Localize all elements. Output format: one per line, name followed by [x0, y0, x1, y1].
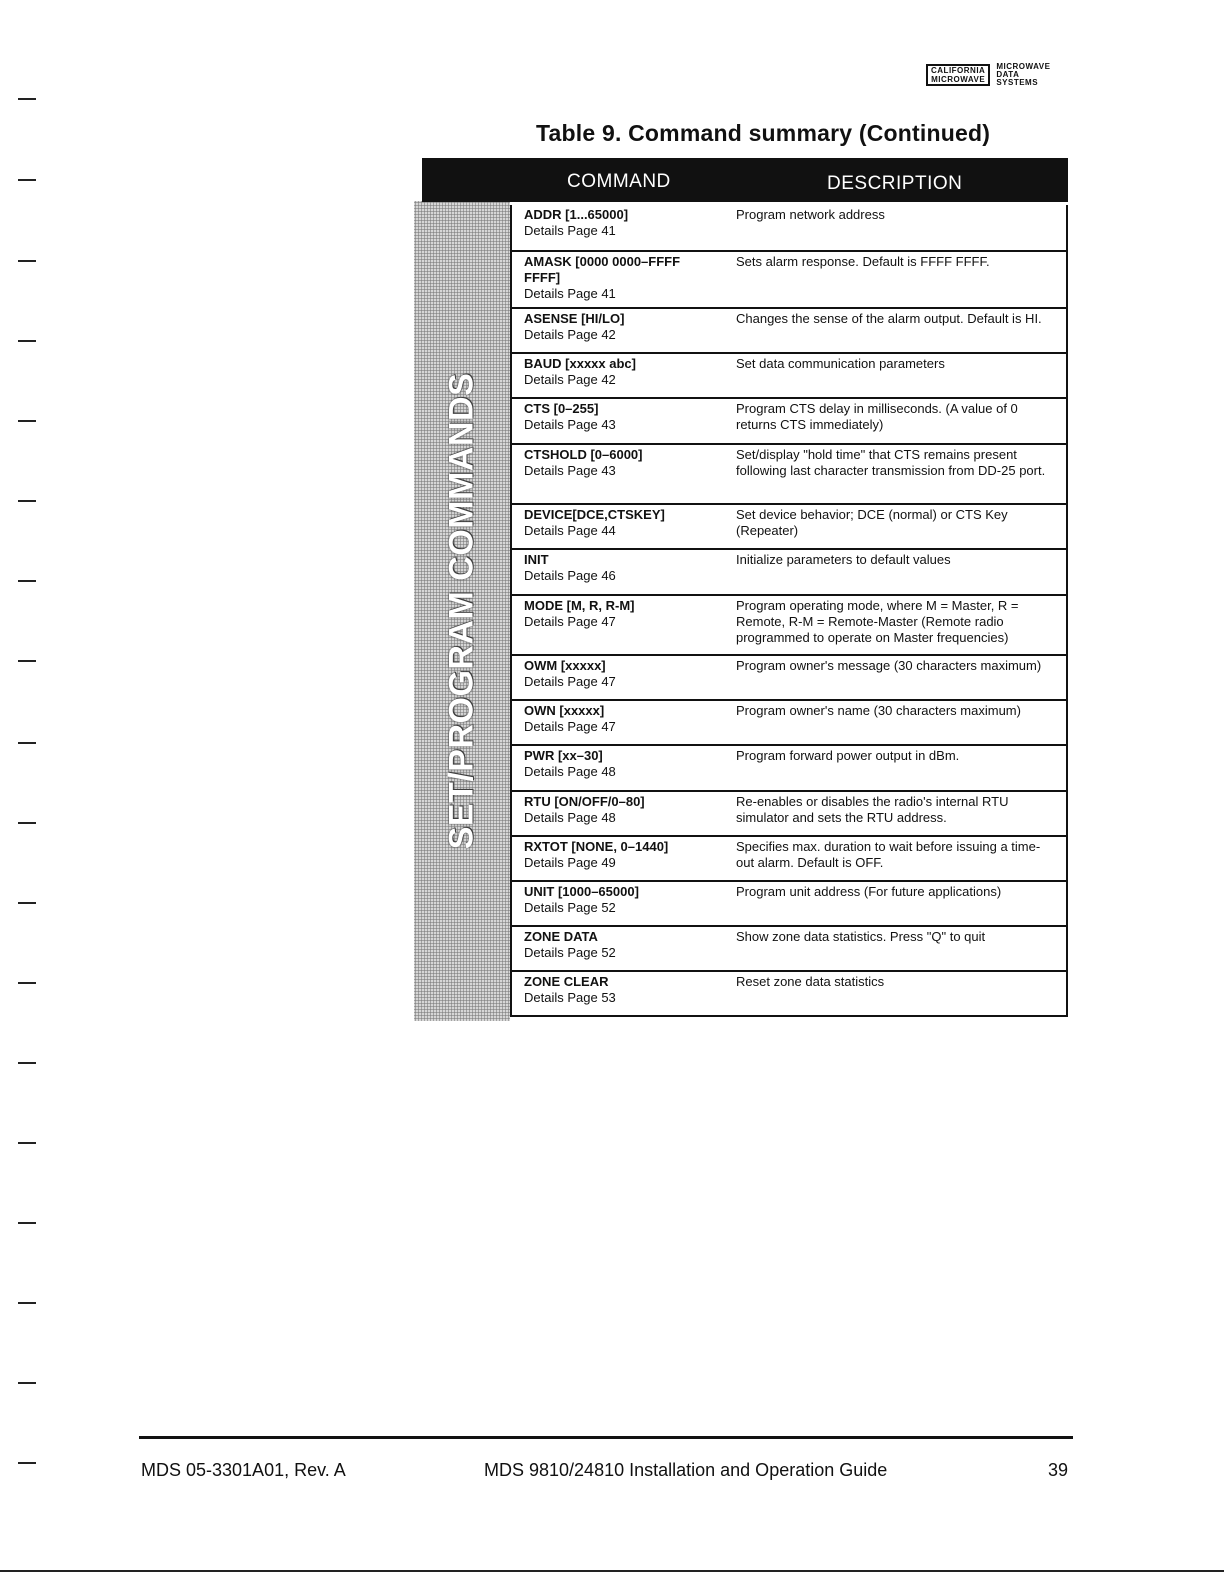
table-row	[512, 250, 1066, 307]
command-table	[510, 205, 1068, 1017]
table-row	[512, 503, 1066, 548]
description-cell: Show zone data statistics. Press "Q" to quit	[736, 929, 986, 944]
command-details-ref: Details Page 41	[524, 223, 616, 238]
margin-tick	[18, 982, 36, 984]
logo-text-line: DATA	[996, 70, 1020, 79]
command-name: PWR [xx–30]	[524, 748, 603, 763]
margin-tick	[18, 660, 36, 662]
command-name: ASENSE [HI/LO]	[524, 311, 625, 326]
table-row	[512, 397, 1066, 443]
logo-box	[926, 64, 990, 86]
margin-tick	[18, 500, 36, 502]
table-row	[512, 925, 1066, 970]
table-row	[512, 205, 1066, 250]
command-cell	[512, 252, 720, 307]
command-details-ref: Details Page 43	[524, 463, 616, 478]
description-cell: Program forward power output in dBm.	[736, 748, 960, 763]
command-details-ref: Details Page 42	[524, 327, 616, 342]
margin-tick	[18, 1062, 36, 1064]
command-cell	[512, 550, 720, 594]
description-cell: Program network address	[736, 207, 885, 222]
command-details-ref: Details Page 52	[524, 900, 616, 915]
description-cell: Program owner's message (30 characters maximum)	[736, 658, 1042, 673]
command-details-ref: Details Page 41	[524, 286, 616, 301]
table-row	[512, 443, 1066, 503]
command-cell	[512, 927, 720, 970]
command-name: MODE [M, R, R-M]	[524, 598, 635, 613]
margin-tick-marks	[0, 0, 60, 1584]
margin-tick	[18, 98, 36, 100]
command-details-ref: Details Page 49	[524, 855, 616, 870]
command-name: UNIT [1000–65000]	[524, 884, 639, 899]
command-name: BAUD [xxxxx abc]	[524, 356, 636, 371]
command-name: OWN [xxxxx]	[524, 703, 605, 718]
command-details-ref: Details Page 42	[524, 372, 616, 387]
command-cell	[512, 399, 720, 443]
table-row	[512, 880, 1066, 925]
table-row	[512, 654, 1066, 699]
margin-tick	[18, 420, 36, 422]
command-name: ZONE DATA	[524, 929, 598, 944]
command-name: ZONE CLEAR	[524, 974, 609, 989]
command-details-ref: Details Page 48	[524, 764, 616, 779]
page-number: 39	[1048, 1460, 1069, 1480]
logo-box-line: CALIFORNIA	[931, 66, 986, 75]
table-title: Table 9. Command summary (Continued)	[536, 120, 991, 146]
description-cell: Program unit address (For future applications)	[736, 884, 1002, 899]
margin-tick	[18, 260, 36, 262]
description-cell: Program owner's name (30 characters maximum)	[736, 703, 1021, 718]
description-cell: Set data communication parameters	[736, 356, 945, 371]
command-cell	[512, 354, 720, 397]
command-name: RTU [ON/OFF/0–80]	[524, 794, 645, 809]
column-header-command: COMMAND	[567, 171, 671, 192]
table-row	[512, 790, 1066, 835]
command-cell	[512, 205, 720, 250]
command-details-ref: Details Page 52	[524, 945, 616, 960]
command-name: INIT	[524, 552, 549, 567]
table-row	[512, 307, 1066, 352]
margin-tick	[18, 1222, 36, 1224]
table-row	[512, 699, 1066, 744]
description-cell: Sets alarm response. Default is FFFF FFFF.	[736, 254, 990, 269]
command-cell	[512, 837, 720, 880]
footer-doc-title: MDS 9810/24810 Installation and Operation Guide	[484, 1460, 888, 1480]
command-name: RXTOT [NONE, 0–1440]	[524, 839, 669, 854]
description-cell: Changes the sense of the alarm output. Default is HI.	[736, 311, 1042, 326]
table-row	[512, 744, 1066, 790]
logo-wordmark	[996, 63, 1050, 87]
description-cell: Initialize parameters to default values	[736, 552, 951, 567]
description-cell: Set/display "hold time" that CTS remains present following last character transmission from DD-25 port.	[736, 447, 1046, 478]
table-row	[512, 548, 1066, 594]
command-name: CTS [0–255]	[524, 401, 599, 416]
command-cell	[512, 746, 720, 790]
margin-tick	[18, 340, 36, 342]
command-details-ref: Details Page 48	[524, 810, 616, 825]
table-row	[512, 594, 1066, 654]
table-row	[512, 970, 1066, 1015]
command-details-ref: Details Page 46	[524, 568, 616, 583]
margin-tick	[18, 580, 36, 582]
column-header-description: DESCRIPTION	[827, 173, 963, 194]
margin-tick	[18, 1142, 36, 1144]
footer-doc-number: MDS 05-3301A01, Rev. A	[141, 1460, 346, 1480]
command-cell	[512, 882, 720, 925]
table-row	[512, 352, 1066, 397]
command-details-ref: Details Page 47	[524, 719, 616, 734]
command-name: DEVICE[DCE,CTSKEY]	[524, 507, 665, 522]
margin-tick	[18, 179, 36, 181]
description-cell: Program CTS delay in milliseconds. (A value of 0 returns CTS immediately)	[736, 401, 1018, 432]
table-row	[512, 835, 1066, 880]
table-header	[422, 158, 1068, 202]
section-side-label: SET/PROGRAM COMMANDS	[442, 372, 481, 850]
command-cell	[512, 792, 720, 835]
command-cell	[512, 972, 720, 1015]
command-details-ref: Details Page 43	[524, 417, 616, 432]
command-cell	[512, 596, 720, 654]
company-logo	[926, 63, 1050, 87]
command-name: CTSHOLD [0–6000]	[524, 447, 643, 462]
logo-box-line: MICROWAVE	[931, 75, 986, 84]
margin-tick	[18, 902, 36, 904]
description-cell: Program operating mode, where M = Master, R = Remote, R-M = Remote-Master (Remote radio programmed to operate on Master frequencies)	[736, 598, 1019, 645]
logo-text-line: SYSTEMS	[996, 78, 1039, 87]
command-details-ref: Details Page 44	[524, 523, 616, 538]
command-name: OWM [xxxxx]	[524, 658, 606, 673]
description-cell: Reset zone data statistics	[736, 974, 885, 989]
command-cell	[512, 445, 720, 503]
margin-tick	[18, 1462, 36, 1464]
command-cell	[512, 656, 720, 699]
command-name: AMASK [0000 0000–FFFF FFFF]	[524, 254, 681, 285]
margin-tick	[18, 1382, 36, 1384]
command-cell	[512, 701, 720, 744]
margin-tick	[18, 742, 36, 744]
command-name: ADDR [1...65000]	[524, 207, 629, 222]
command-details-ref: Details Page 47	[524, 614, 616, 629]
command-cell	[512, 505, 720, 548]
description-cell: Specifies max. duration to wait before issuing a time-out alarm. Default is OFF.	[736, 839, 1041, 870]
margin-tick	[18, 1302, 36, 1304]
bottom-rule	[0, 1570, 1224, 1572]
description-cell: Set device behavior; DCE (normal) or CTS Key (Repeater)	[736, 507, 1008, 538]
margin-tick	[18, 822, 36, 824]
command-details-ref: Details Page 47	[524, 674, 616, 689]
description-cell: Re-enables or disables the radio's internal RTU simulator and sets the RTU address.	[736, 794, 1009, 825]
logo-text-line: MICROWAVE	[996, 62, 1051, 71]
section-side-tab	[414, 201, 510, 1021]
command-details-ref: Details Page 53	[524, 990, 616, 1005]
footer-rule	[139, 1436, 1073, 1439]
command-cell	[512, 309, 720, 352]
